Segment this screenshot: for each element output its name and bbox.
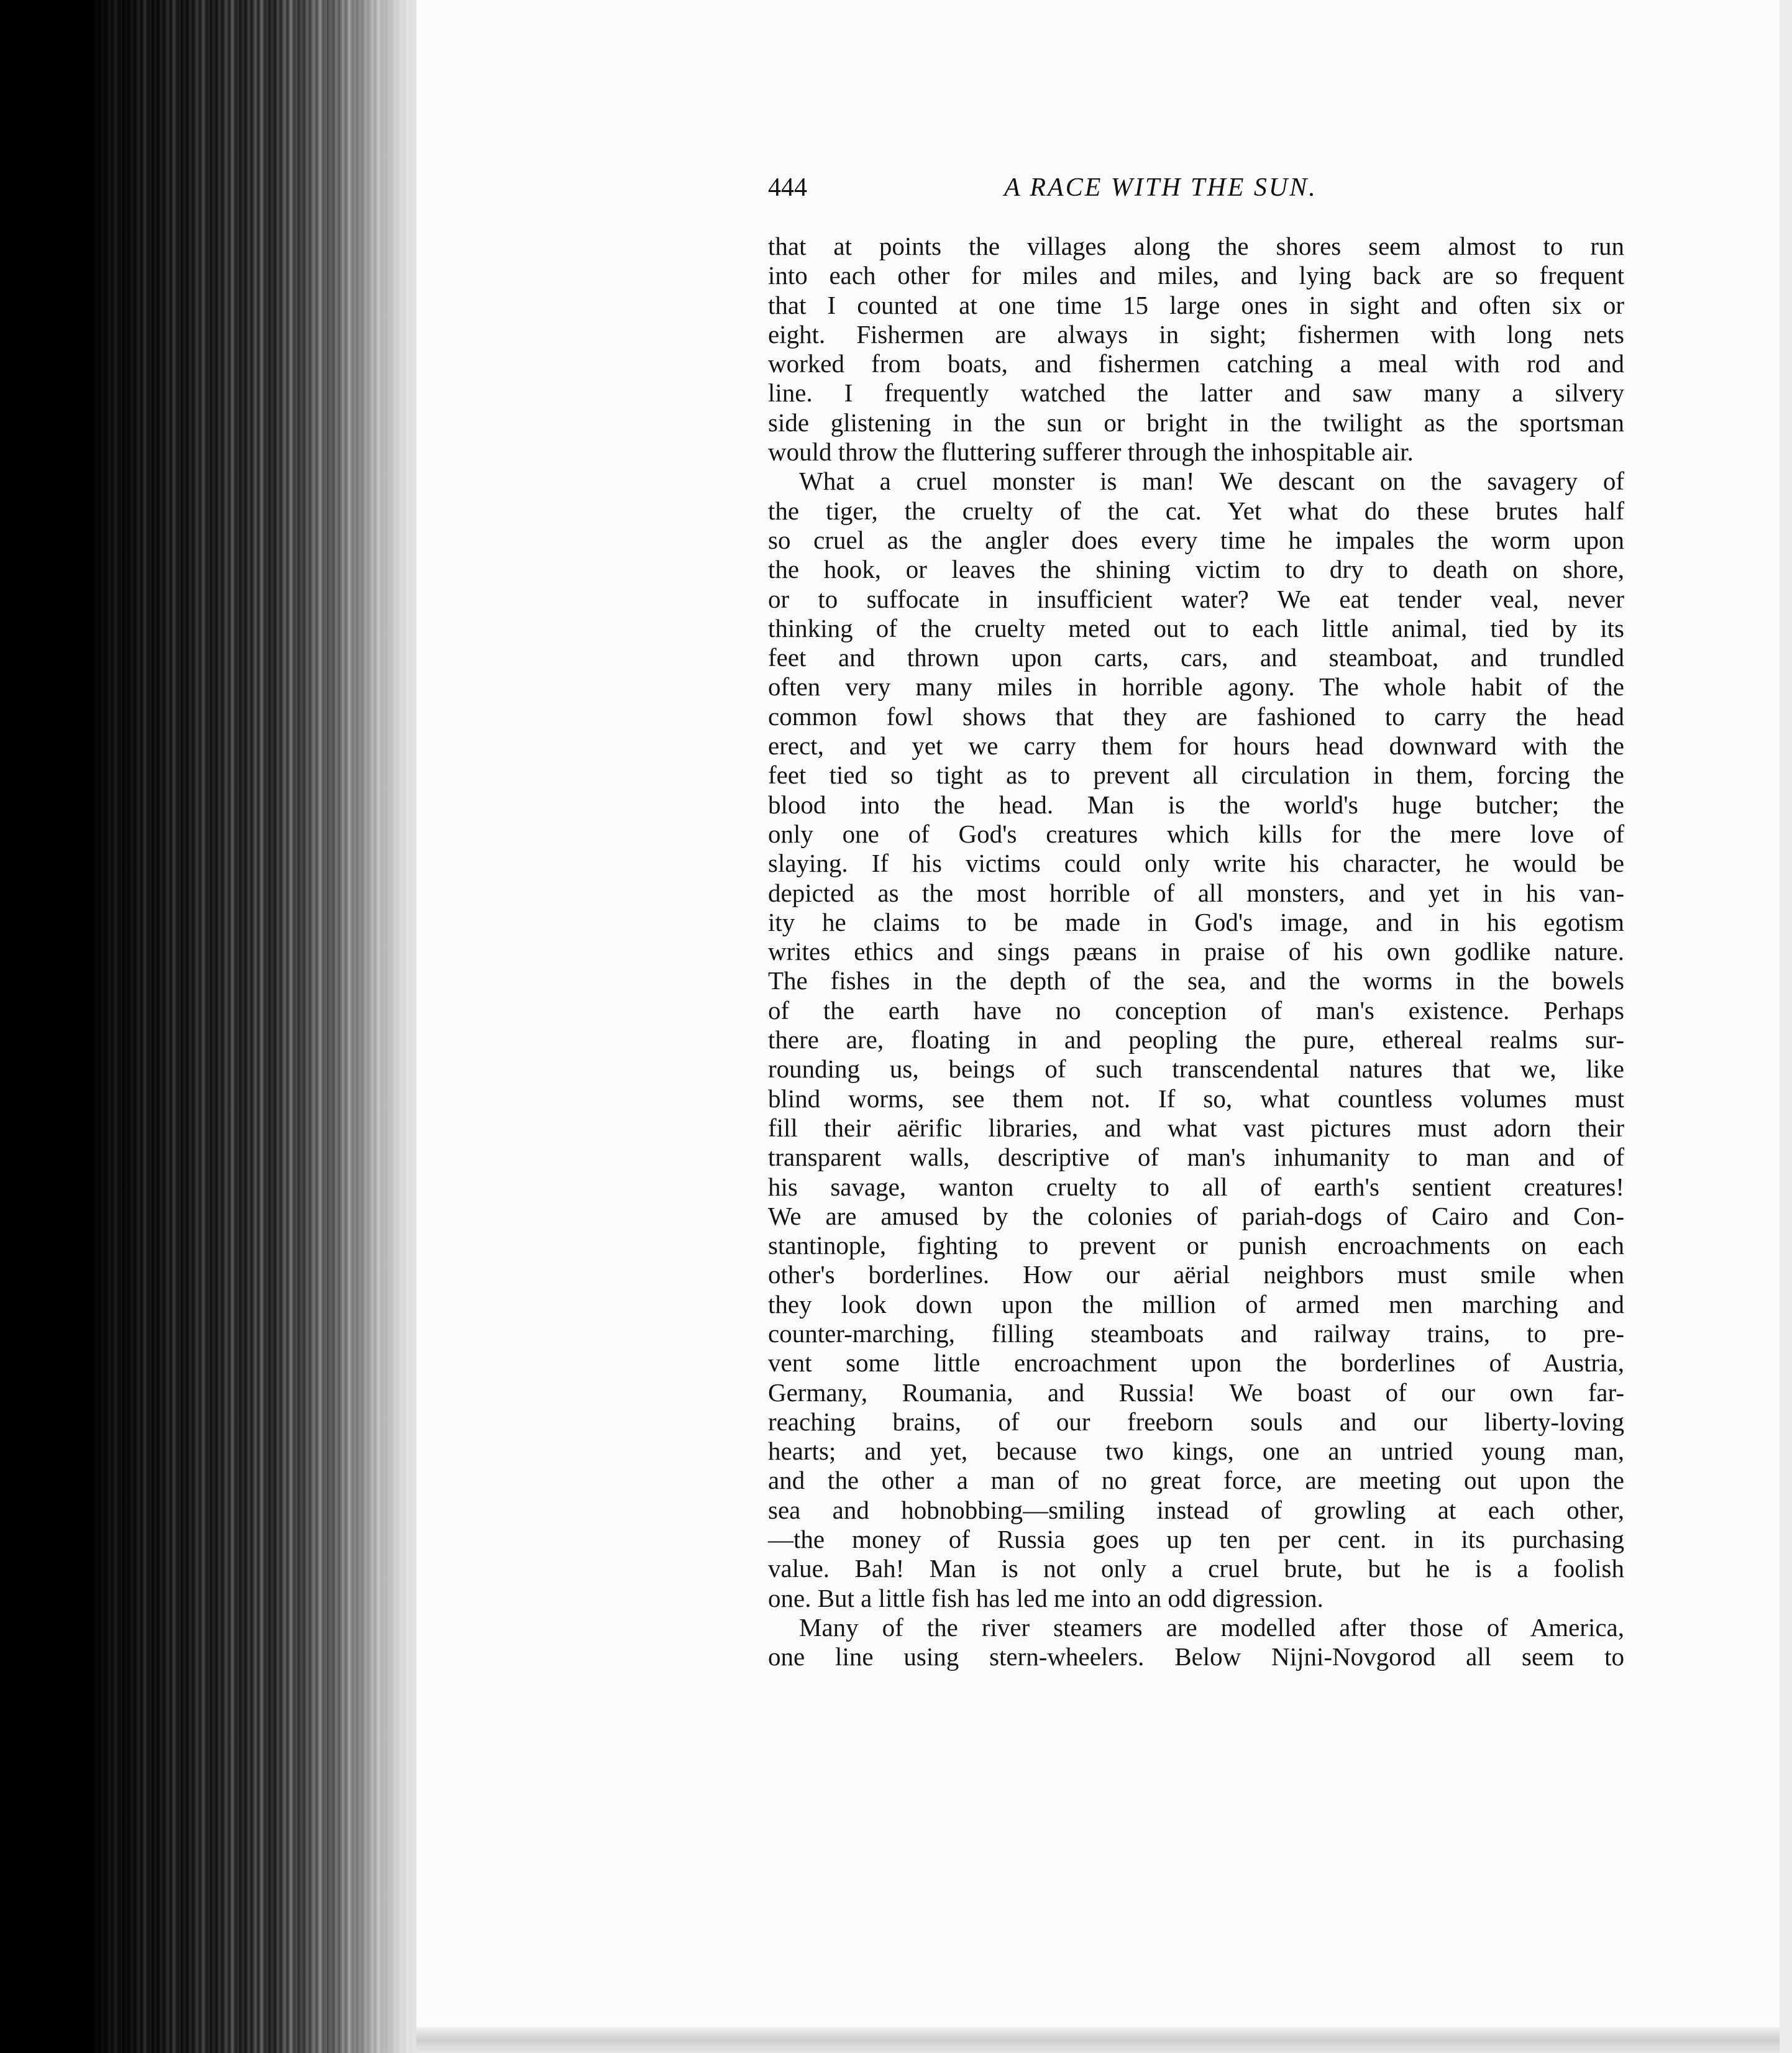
text-line: transparent walls, descriptive of man's inhumanity to man and of (768, 1143, 1624, 1172)
text-line: depicted as the most horrible of all monsters, and yet in his van- (768, 878, 1624, 907)
text-line: there are, floating in and peopling the pure, ethereal realms sur- (768, 1025, 1624, 1054)
text-line: The fishes in the depth of the sea, and the worms in the bowels (768, 966, 1624, 995)
text-line: blood into the head. Man is the world's huge butcher; the (768, 790, 1624, 819)
text-line: What a cruel monster is man! We descant on the savagery of (799, 467, 1624, 496)
text-line: rounding us, beings of such transcendental natures that we, like (768, 1054, 1624, 1084)
text-line: the tiger, the cruelty of the cat. Yet what do these brutes half (768, 496, 1624, 525)
text-line: thinking of the cruelty meted out to each little animal, tied by its (768, 613, 1624, 642)
text-line: vent some little encroachment upon the borderlines of Austria, (768, 1348, 1624, 1378)
text-line: hearts; and yet, because two kings, one an untried young man, (768, 1437, 1624, 1466)
text-line: —the money of Russia goes up ten per cent. in its purchasing (768, 1525, 1624, 1554)
text-line: eight. Fishermen are always in sight; fishermen with long nets (768, 319, 1624, 349)
text-line: that I counted at one time 15 large ones in sight and often six or (768, 290, 1624, 319)
text-line: We are amused by the colonies of pariah-dogs of Cairo and Con- (768, 1201, 1624, 1230)
text-line: and the other a man of no great force, are meeting out upon the (768, 1466, 1624, 1495)
text-line: Germany, Roumania, and Russia! We boast of our own far- (768, 1378, 1624, 1407)
page-right-edge (1780, 0, 1792, 2053)
scan-black-margin (0, 0, 93, 2053)
text-line: they look down upon the million of armed men marching and (768, 1289, 1624, 1319)
text-line: blind worms, see them not. If so, what countless volumes must (768, 1084, 1624, 1113)
text-line: the hook, or leaves the shining victim to dry to death on shore, (768, 555, 1624, 584)
text-line: worked from boats, and fishermen catching a meal with rod and (768, 349, 1624, 378)
text-line: slaying. If his victims could only write his character, he would be (768, 849, 1624, 878)
page-number: 444 (768, 173, 807, 202)
text-line: of the earth have no conception of man's existence. Perhaps (768, 995, 1624, 1025)
text-line: his savage, wanton cruelty to all of earth's sentient creatures! (768, 1172, 1624, 1201)
text-line: into each other for miles and miles, and lying back are so frequent (768, 261, 1624, 290)
text-line: other's borderlines. How our aërial neighbors must smile when (768, 1260, 1624, 1289)
running-head (768, 169, 1394, 206)
text-line: side glistening in the sun or bright in the twilight as the sportsman (768, 408, 1624, 437)
text-line: or to suffocate in insufficient water? We eat tender veal, never (768, 584, 1624, 613)
text-line: ity he claims to be made in God's image, and in his egotism (768, 907, 1624, 936)
text-line: that at points the villages along the shores seem almost to run (768, 232, 1624, 260)
text-line: sea and hobnobbing—smiling instead of growling at each other, (768, 1495, 1624, 1524)
text-line: Many of the river steamers are modelled after those of America, (799, 1612, 1624, 1642)
text-line: feet and thrown upon carts, cars, and steamboat, and trundled (768, 643, 1624, 672)
page-edges-shading (93, 0, 423, 2053)
text-line: common fowl shows that they are fashioned to carry the head (768, 702, 1624, 731)
text-line: would throw the fluttering sufferer through the inhospitable air. (768, 437, 1414, 467)
text-line: writes ethics and sings pæans in praise of his own godlike nature. (768, 937, 1624, 966)
text-line: often very many miles in horrible agony. The whole habit of the (768, 672, 1624, 702)
text-line: erect, and yet we carry them for hours head downward with the (768, 731, 1624, 761)
text-line: value. Bah! Man is not only a cruel brute, but he is a foolish (768, 1554, 1624, 1583)
text-line: one line using stern-wheelers. Below Nijni-Novgorod all seem to (768, 1642, 1624, 1671)
text-line: line. I frequently watched the latter and saw many a silvery (768, 378, 1624, 408)
text-line: feet tied so tight as to prevent all circulation in them, forcing the (768, 761, 1624, 790)
text-line: fill their aërific libraries, and what vast pictures must adorn their (768, 1113, 1624, 1142)
text-line: one. But a little fish has led me into an odd digression. (768, 1583, 1323, 1612)
running-title: A RACE WITH THE SUN. (1004, 173, 1317, 202)
text-line: so cruel as the angler does every time he impales the worm upon (768, 525, 1624, 554)
text-line: counter-marching, filling steamboats and railway trains, to pre- (768, 1319, 1624, 1348)
text-line: only one of God's creatures which kills for the mere love of (768, 819, 1624, 848)
text-line: stantinople, fighting to prevent or punish encroachments on each (768, 1231, 1624, 1260)
body-text (768, 232, 1624, 1672)
page-bottom-edge (416, 2027, 1792, 2053)
text-line: reaching brains, of our freeborn souls and our liberty-loving (768, 1407, 1624, 1436)
